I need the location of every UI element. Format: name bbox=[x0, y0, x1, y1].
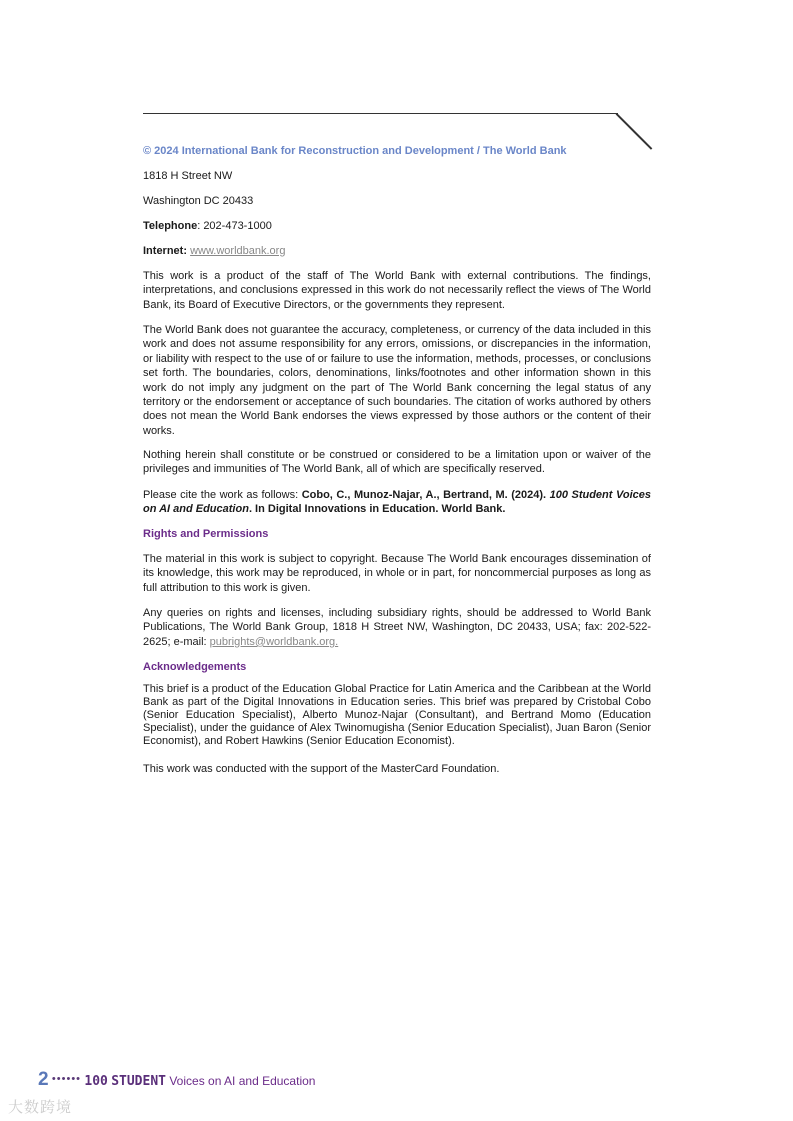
citation-authors: Cobo, C., Munoz-Najar, A., Bertrand, M. (2024). bbox=[301, 489, 550, 501]
citation-intro: Please cite the work as follows: bbox=[143, 489, 302, 501]
worldbank-link[interactable]: www.worldbank.org bbox=[190, 245, 286, 257]
dots-separator: •••••• bbox=[51, 1073, 82, 1085]
rights-paragraph: The material in this work is subject to copyright. Because The World Bank encourages dissemination of its knowledge, this work may be reproduced, in whole or in part, for noncommercial purposes as long as full attribution to this work is given. bbox=[143, 553, 651, 594]
series-title: Voices on AI and Education bbox=[169, 1074, 316, 1088]
email-link[interactable]: pubrights@worldbank.org. bbox=[209, 635, 339, 648]
citation-rest: . In Digital Innovations in Education. World Bank. bbox=[248, 503, 506, 516]
disclaimer-views: This work is a product of the staff of The World Bank with external contributions. The findings, interpretations, and conclusions expressed in this work do not necessarily reflect the views of The World Bank, its Board of Executive Directors, or the governments they represent. bbox=[143, 270, 651, 311]
rights-heading: Rights and Permissions bbox=[143, 528, 269, 540]
telephone-line bbox=[143, 219, 651, 233]
citation bbox=[143, 488, 651, 517]
series-number: 100 bbox=[84, 1074, 108, 1089]
address-street: 1818 H Street NW bbox=[143, 170, 233, 182]
telephone-label: Telephone bbox=[143, 220, 198, 232]
disclaimer-accuracy: The World Bank does not guarantee the accuracy, completeness, or currency of the data included in this work and does not assume responsibility for any errors, omissions, or discrepancies in the information, or liability with respect to the use of or failure to use the information, methods, processes, or conclusions set forth. The boundaries, colors, denominations, links/footnotes and other information shown in this work do not imply any judgment on the part of The World Bank concerning the legal status of any territory or the endorsement or acceptance of such boundaries. The citation of works authored by others does not mean the World Bank endorses the views expressed by those authors or the content of their works. bbox=[143, 324, 651, 437]
disclaimer-immunities: Nothing herein shall constitute or be construed or considered to be a limitation upon or waiver of the privileges and immunities of The World Bank, all of which are specifically reserved. bbox=[143, 449, 651, 476]
citation-title: 100 Student Voices on AI and Education bbox=[143, 489, 651, 516]
internet-line bbox=[143, 244, 651, 258]
page-footer bbox=[38, 1069, 315, 1091]
address-city: Washington DC 20433 bbox=[143, 195, 254, 207]
queries-text: Any queries on rights and licenses, including subsidiary rights, should be addressed to World Bank Publications, The World Bank Group, 1818 H Street NW, Washington, DC 20433, USA; fax: 202-522-2625; e-mail: bbox=[143, 607, 651, 648]
header-rule bbox=[143, 113, 618, 114]
queries-paragraph bbox=[143, 606, 651, 649]
series-word: STUDENT bbox=[111, 1074, 166, 1089]
copyright-line: © 2024 International Bank for Reconstruction and Development / The World Bank bbox=[143, 145, 567, 157]
internet-label: Internet: bbox=[143, 245, 187, 257]
telephone-value: : 202-473-1000 bbox=[197, 220, 272, 232]
acknowledgements-heading: Acknowledgements bbox=[143, 661, 247, 673]
acknowledgements-paragraph: This brief is a product of the Education Global Practice for Latin America and the Caribbean at the World Bank as part of the Digital Innovations in Education series. This brief was prepared by Cristobal Cobo (Senior Education Specialist), Alberto Munoz-Najar (Consultant), and Bertrand Momo (Education Specialist), under the guidance of Alex Twinomugisha (Senior Education Specialist), Juan Baron (Senior Economist), and Robert Hawkins (Senior Education Economist). bbox=[143, 683, 651, 747]
watermark: 大数跨境 bbox=[8, 1099, 73, 1116]
support-line: This work was conducted with the support of the MasterCard Foundation. bbox=[143, 763, 500, 775]
page-number: 2 bbox=[38, 1069, 49, 1090]
